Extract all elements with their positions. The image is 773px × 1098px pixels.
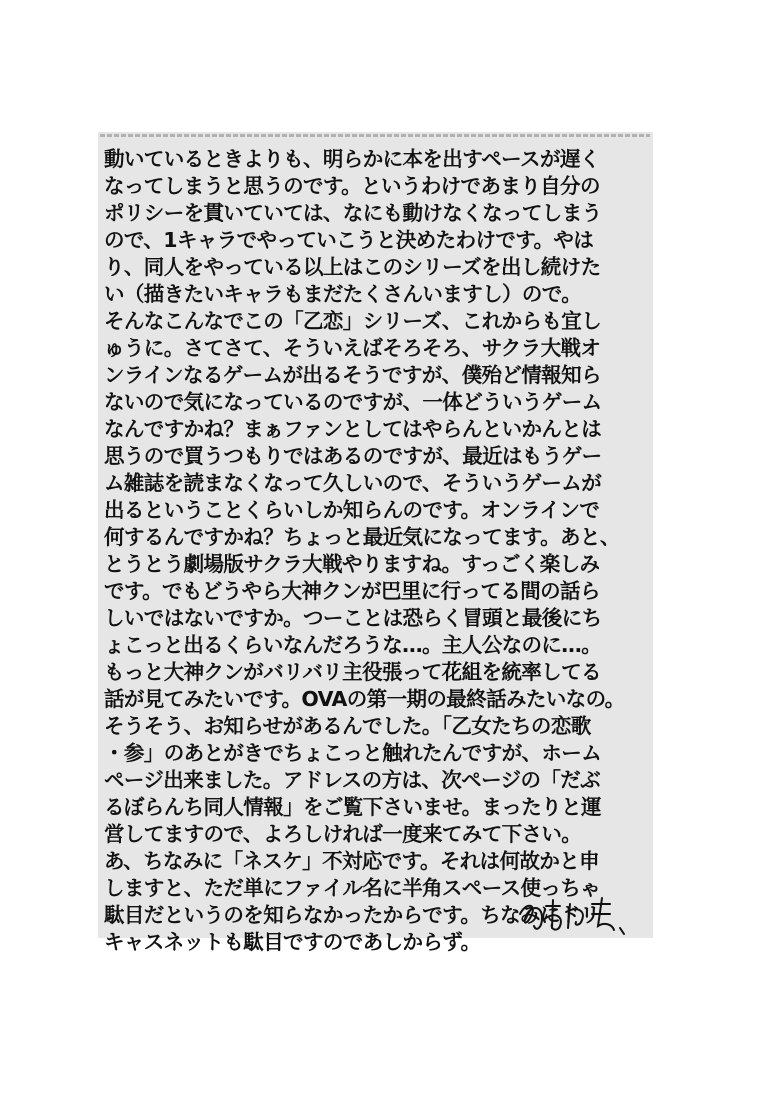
- text-line-1: 動いているときよりも、明らかに本を出すペースが遅く: [104, 147, 600, 171]
- text-line-22: そうそう、お知らせがあるんでした。「乙女たちの恋歌: [104, 714, 591, 738]
- text-line-14: 出るということくらいしか知らんのです。オンラインで: [104, 498, 600, 522]
- text-line-13: ム雑誌を読まなくなって久しいので、そういうゲームが: [104, 471, 602, 495]
- text-line-23: ・参」のあとがきでちょこっと触れたんですが、ホーム: [104, 741, 602, 765]
- text-line-6: い（描きたいキャラもまだたくさんいますし）ので。: [104, 282, 582, 306]
- text-line-30: キャスネットも駄目ですのであしからず。: [104, 930, 481, 954]
- handwritten-signature: [516, 892, 636, 938]
- text-line-18: しいではないですか。つーことは恐らく冒頭と最後にち: [104, 606, 602, 630]
- text-line-25: るぼらんち同人情報」をご覧下さいませ。まったりと運: [104, 795, 601, 819]
- text-line-17: です。でもどうやら大神クンが巴里に行ってる間の話ら: [104, 579, 600, 603]
- text-line-10: ないので気になっているのですが、一体どういうゲーム: [104, 390, 602, 414]
- text-line-26: 営してますので、よろしければ一度来てみて下さい。: [104, 822, 582, 846]
- text-line-28: しますと、ただ単にファイル名に半角スペース使っちゃ: [104, 876, 601, 900]
- text-line-19: ょこっと出るくらいなんだろうな…。主人公なのに…。: [104, 633, 602, 657]
- text-line-21: 話が見てみたいです。OVAの第一期の最終話みたいなの。: [104, 687, 625, 711]
- text-line-4: ので、1キャラでやっていこうと決めたわけです。やは: [104, 228, 594, 252]
- text-line-12: 思うので買うつもりではあるのですが、最近はもうゲー: [104, 444, 602, 468]
- text-line-7: そんなこんなでこの「乙恋」シリーズ、これからも宜し: [104, 309, 602, 333]
- text-line-2: なってしまうと思うのです。というわけであまり自分の: [104, 174, 600, 198]
- text-line-16: とうとう劇場版サクラ大戦やりますね。すっごく楽しみ: [104, 552, 600, 576]
- text-line-9: ンラインなるゲームが出るそうですが、僕殆ど情報知ら: [104, 363, 601, 387]
- text-line-3: ポリシーを貫いていては、なにも動けなくなってしまう: [104, 201, 602, 225]
- text-line-29: 駄目だというのを知らなかったからです。ちなみにドリ: [104, 903, 600, 927]
- text-line-5: り、同人をやっている以上はこのシリーズを出し続けた: [104, 255, 601, 279]
- text-line-20: もっと大神クンがバリバリ主役張って花組を統率してる: [104, 660, 601, 684]
- text-line-11: なんですかね？まぁファンとしてはやらんといかんとは: [104, 417, 602, 441]
- text-line-24: ページ出来ました。アドレスの方は、次ページの「だぶ: [104, 768, 601, 792]
- text-line-15: 何するんですかね？ちょっと最近気になってます。あと、: [104, 525, 620, 549]
- afterword-text: [104, 146, 652, 956]
- text-line-8: ゅうに。さてさて、そういえばそろそろ、サクラ大戦オ: [104, 336, 601, 360]
- text-line-27: あ、ちなみに「ネスケ」不対応です。それは何故かと申: [104, 849, 600, 873]
- scan-edge-artifact: [100, 134, 650, 137]
